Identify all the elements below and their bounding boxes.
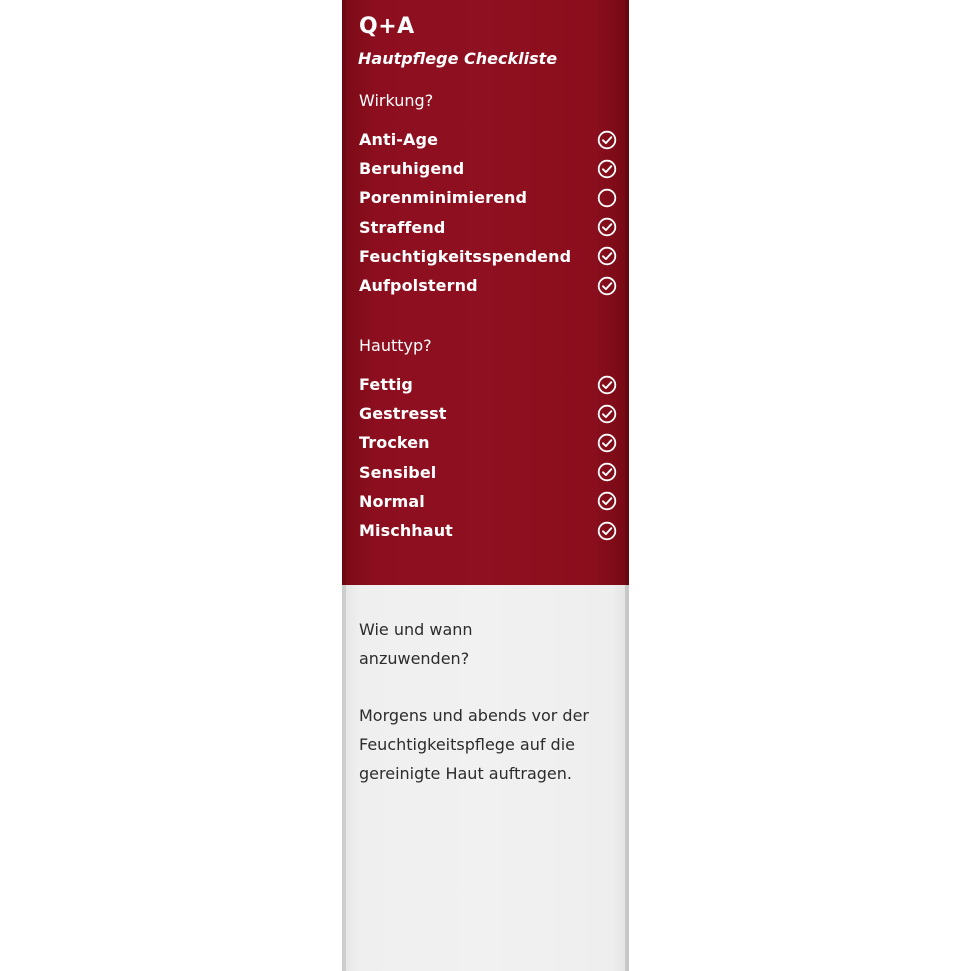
- circle-check-icon: [597, 217, 617, 237]
- checklist-item-label: Sensibel: [359, 462, 437, 482]
- checklist-item: [359, 370, 617, 399]
- circle-check-icon: [597, 276, 617, 296]
- wirkung-heading: Wirkung?: [359, 91, 434, 110]
- checklist-item-label: Aufpolsternd: [359, 276, 478, 296]
- checklist-item-label: Gestresst: [359, 404, 447, 424]
- checklist-item: [359, 399, 617, 428]
- checklist-item: [359, 458, 617, 487]
- checklist-item: [359, 516, 617, 545]
- hauttyp-list: [359, 370, 617, 545]
- usage-question: Wie und wann anzuwenden?: [359, 620, 473, 668]
- checklist-item-label: Anti-Age: [359, 130, 439, 150]
- checklist-item: [359, 487, 617, 516]
- checklist-item: [359, 242, 617, 271]
- checklist-item: [359, 271, 617, 300]
- box-left-edge-shadow: [342, 0, 346, 971]
- wirkung-list: [359, 125, 617, 300]
- box-right-edge-shadow: [625, 0, 629, 971]
- circle-check-icon: [597, 404, 617, 424]
- checklist-item-label: Trocken: [359, 433, 430, 453]
- checklist-item: [359, 428, 617, 457]
- checklist-item-label: Normal: [359, 491, 425, 511]
- circle-check-icon: [597, 246, 617, 266]
- checklist-item: [359, 213, 617, 242]
- checklist-item-label: Mischhaut: [359, 521, 453, 541]
- circle-check-icon: [597, 433, 617, 453]
- box-title: Q+A: [359, 14, 415, 39]
- product-box-side: [342, 0, 629, 971]
- checklist-panel: [342, 0, 629, 585]
- circle-check-icon: [597, 521, 617, 541]
- usage-answer: Morgens und abends vor der Feuchtigkeitspflege auf die gereinigte Haut auftragen.: [359, 706, 589, 783]
- usage-panel: [342, 585, 629, 971]
- circle-check-icon: [597, 375, 617, 395]
- checklist-item: [359, 154, 617, 183]
- hauttyp-heading: Hauttyp?: [359, 336, 432, 355]
- checklist-item-label: Straffend: [359, 217, 446, 237]
- checklist-item-label: Beruhigend: [359, 159, 465, 179]
- circle-check-icon: [597, 159, 617, 179]
- circle-check-icon: [597, 462, 617, 482]
- checklist-item: [359, 125, 617, 154]
- checklist-item: [359, 183, 617, 212]
- circle-check-icon: [597, 130, 617, 150]
- checklist-subtitle: Hautpflege Checkliste: [358, 49, 558, 68]
- empty-circle-icon: [597, 188, 617, 208]
- checklist-item-label: Porenminimierend: [359, 188, 528, 208]
- circle-check-icon: [597, 491, 617, 511]
- checklist-item-label: Feuchtigkeitsspendend: [359, 246, 572, 266]
- checklist-item-label: Fettig: [359, 375, 413, 395]
